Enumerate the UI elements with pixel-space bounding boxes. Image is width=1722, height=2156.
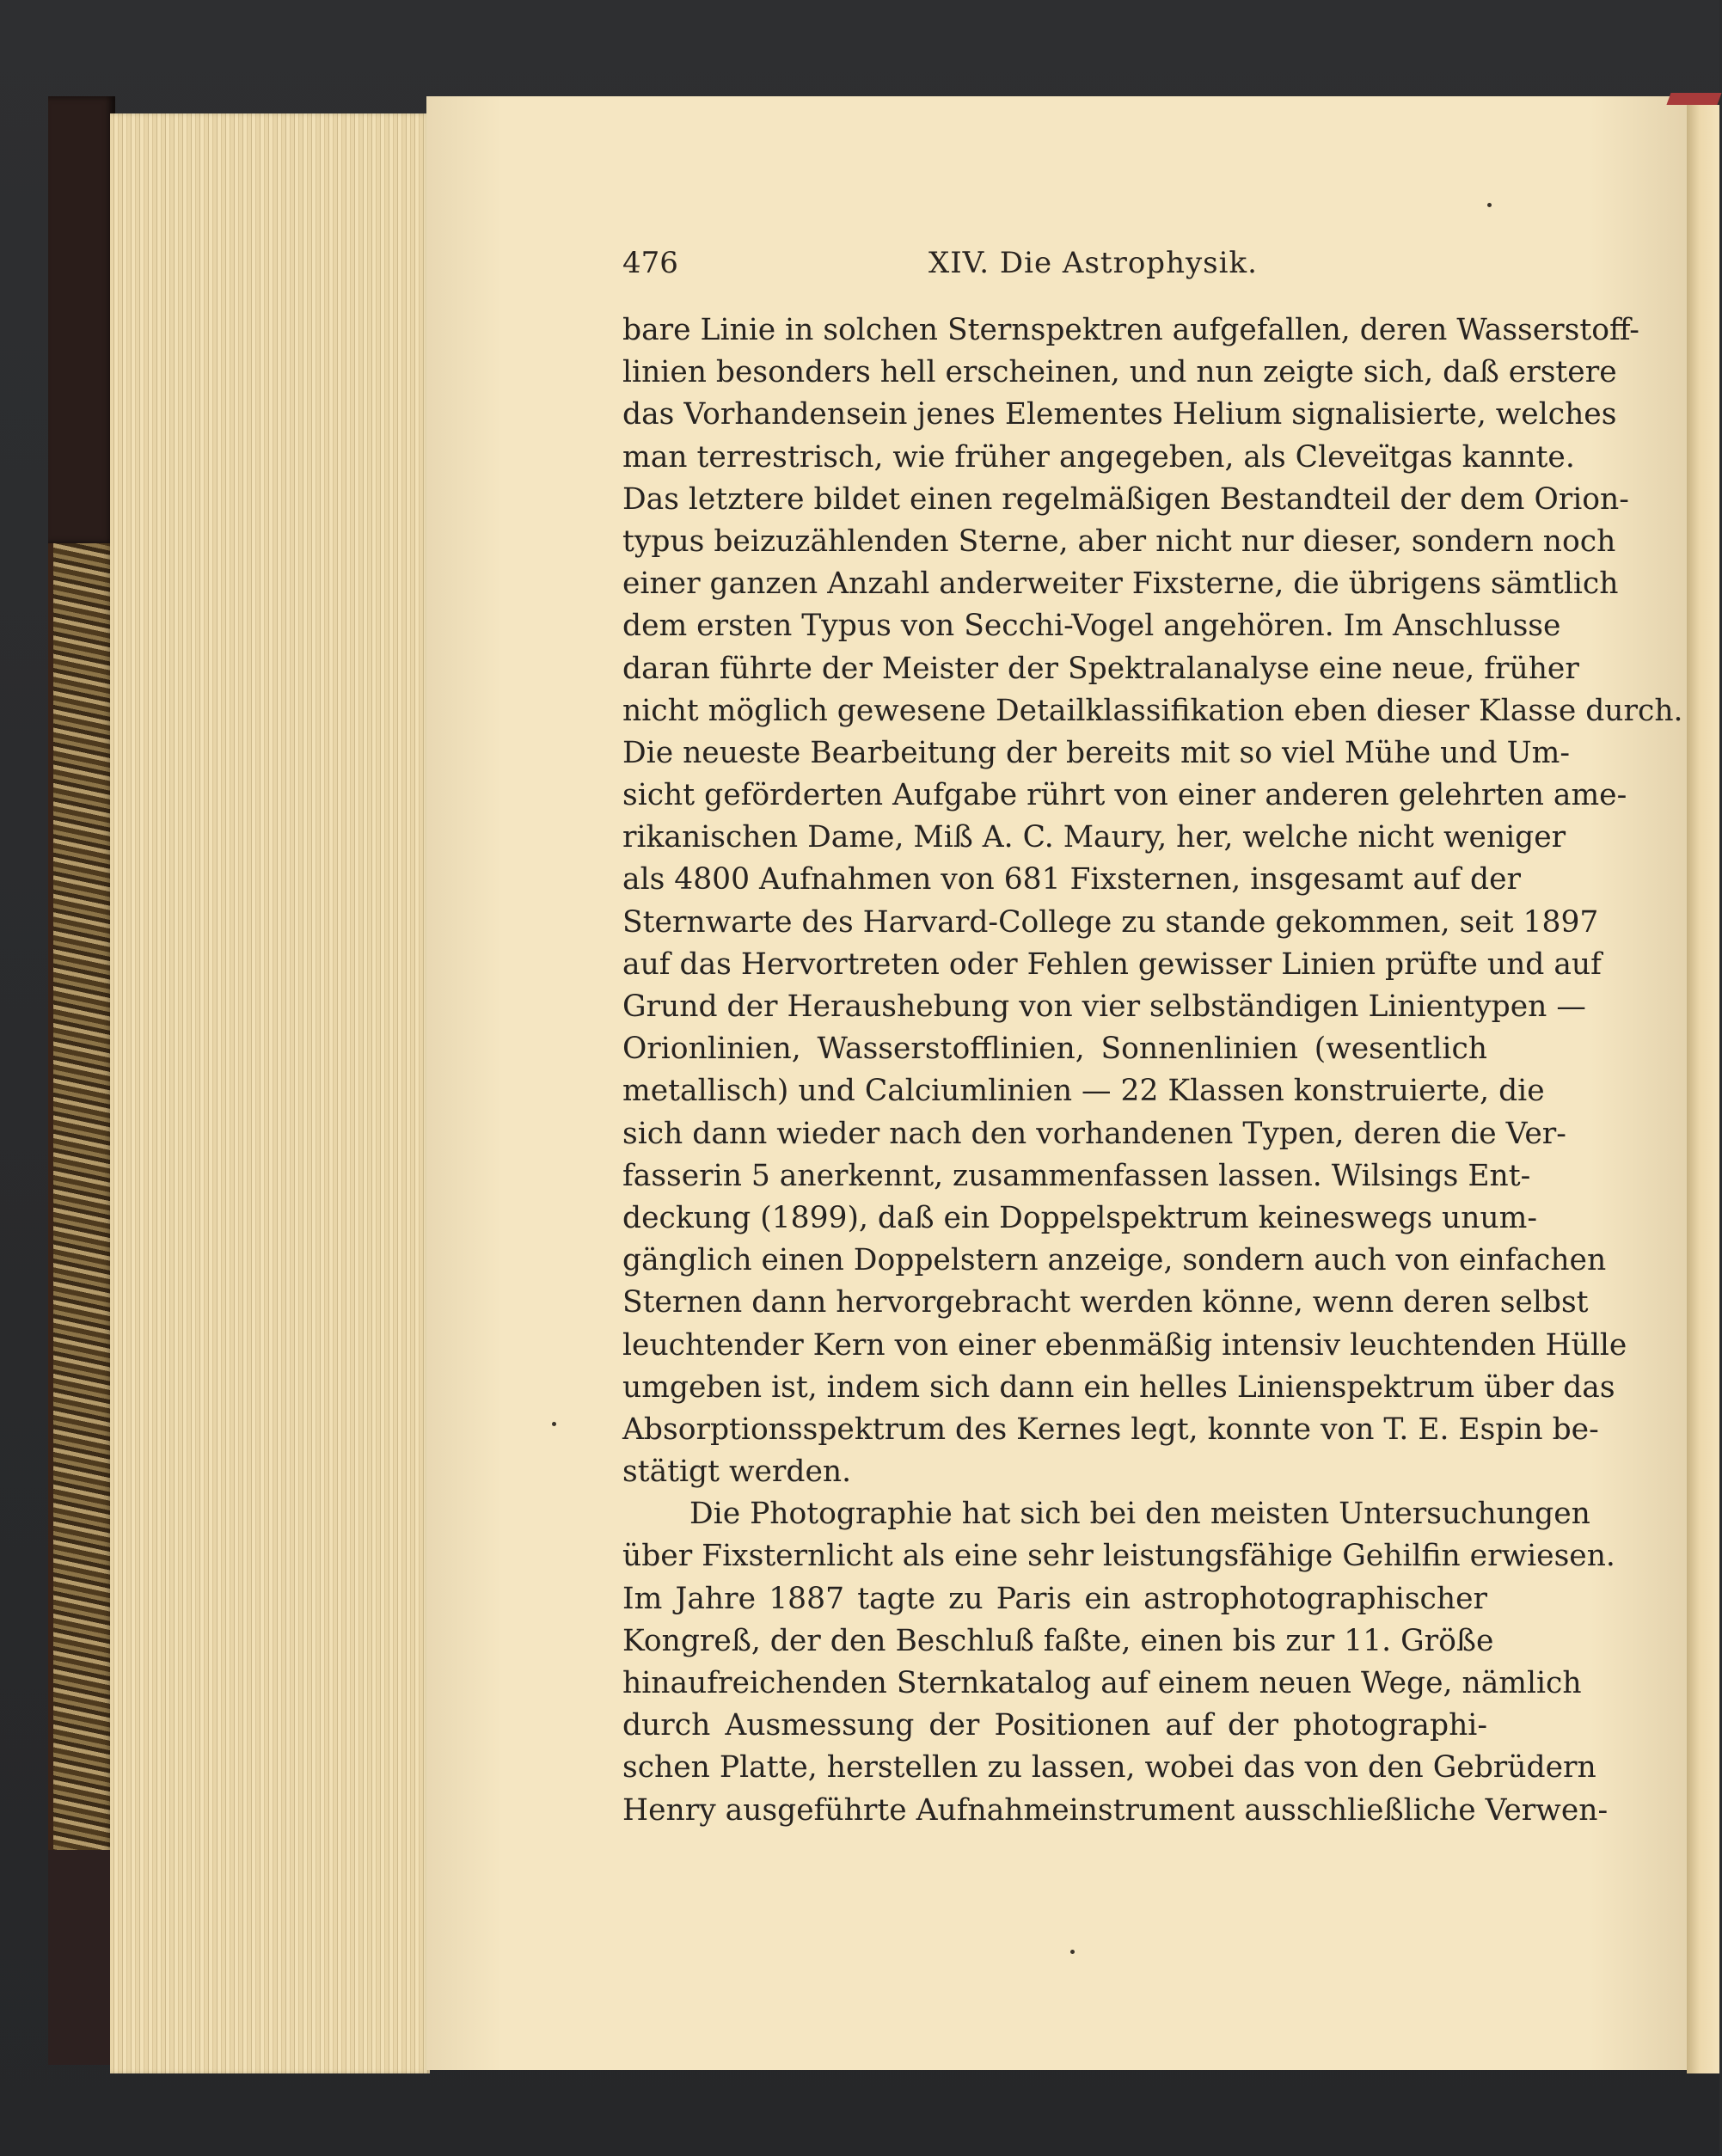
text-line: deckung (1899), daß ein Doppelspektrum keineswegs unum- — [622, 1200, 1538, 1235]
text-line: sich dann wieder nach den vorhandenen Typen, deren die Ver- — [622, 1116, 1566, 1151]
speck — [1487, 203, 1492, 207]
text-line: Henry ausgeführte Aufnahmeinstrument ausschließliche Verwen- — [622, 1792, 1609, 1828]
text-line: schen Platte, herstellen zu lassen, wobei das von den Gebrüdern — [622, 1750, 1596, 1785]
text-line: Grund der Heraushebung von vier selbständigen Linientypen — — [622, 989, 1586, 1024]
text-line: metallisch) und Calciumlinien — 22 Klassen konstruierte, die — [622, 1074, 1545, 1109]
text-line: fasserin 5 anerkennt, zusammenfassen lassen. Wilsings Ent- — [622, 1158, 1531, 1193]
text-line: typus beizuzählenden Sterne, aber nicht nur dieser, sondern noch — [622, 524, 1616, 559]
text-line: linien besonders hell erscheinen, und nun zeigte sich, daß erstere — [622, 355, 1617, 390]
bookmark-ribbon — [1666, 93, 1721, 105]
facing-page-edge — [1687, 105, 1719, 2073]
text-line: daran führte der Meister der Spektralanalyse eine neue, früher — [622, 651, 1579, 686]
text-line: das Vorhandensein jenes Elementes Helium signalisierte, welches — [622, 397, 1617, 432]
paragraph — [622, 309, 1683, 1493]
text-line: nicht möglich gewesene Detailklassifikation eben dieser Klasse durch. — [622, 693, 1683, 728]
paragraph — [622, 1493, 1615, 1832]
text-line: Absorptionsspektrum des Kernes legt, konnte von T. E. Espin be- — [622, 1412, 1599, 1447]
page-number: 476 — [622, 246, 678, 280]
speck — [552, 1422, 556, 1426]
text-line: Sternwarte des Harvard-College zu stande gekommen, seit 1897 — [622, 904, 1599, 940]
text-line: Die neueste Bearbeitung der bereits mit so viel Mühe und Um- — [622, 735, 1571, 770]
spine-bottom-binding — [48, 1850, 115, 2065]
text-line: einer ganzen Anzahl anderweiter Fixsterne, die übrigens sämtlich — [622, 567, 1619, 602]
text-line: umgeben ist, indem sich dann ein helles Linienspektrum über das — [622, 1369, 1615, 1405]
spine-top-binding — [48, 96, 115, 543]
page-edges — [110, 113, 430, 2073]
text-line: leuchtender Kern von einer ebenmäßig intensiv leuchtenden Hülle — [622, 1327, 1627, 1363]
page-header — [622, 246, 1499, 289]
text-line: als 4800 Aufnahmen von 681 Fixsternen, insgesamt auf der — [622, 862, 1522, 897]
text-line: durch Ausmessung der Positionen auf der photographi- — [622, 1708, 1487, 1743]
text-line: bare Linie in solchen Sternspektren aufgefallen, deren Wasserstoff- — [622, 313, 1639, 347]
speck — [1070, 1950, 1075, 1954]
text-line: hinaufreichenden Sternkatalog auf einem neuen Wege, nämlich — [622, 1666, 1582, 1700]
text-line: stätigt werden. — [622, 1455, 852, 1490]
text-line: sicht geförderten Aufgabe rührt von einer anderen gelehrten ame- — [622, 778, 1627, 813]
text-line: auf das Hervortreten oder Fehlen gewisser Linien prüfte und auf — [622, 946, 1602, 982]
text-line: rikanischen Dame, Miß A. C. Maury, her, welche nicht weniger — [622, 820, 1566, 855]
text-line: Sternen dann hervorgebracht werden könne, wenn deren selbst — [622, 1285, 1589, 1320]
body-text — [622, 309, 1683, 1832]
text-line: man terrestrisch, wie früher angegeben, als Cleveïtgas kannte. — [622, 439, 1575, 475]
text-line: dem ersten Typus von Secchi-Vogel angehören. Im Anschlusse — [622, 609, 1561, 644]
text-line: gänglich einen Doppelstern anzeige, sondern auch von einfachen — [622, 1243, 1607, 1278]
text-line: Orionlinien, Wasserstofflinien, Sonnenlinien (wesentlich — [622, 1032, 1487, 1067]
text-line: Das letztere bildet einen regelmäßigen Bestandteil der dem Orion- — [622, 481, 1629, 517]
text-line: über Fixsternlicht als eine sehr leistungsfähige Gehilfin erwiesen. — [622, 1539, 1615, 1574]
text-line: Die Photographie hat sich bei den meisten Untersuchungen — [689, 1497, 1590, 1532]
running-head: XIV. Die Astrophysik. — [928, 246, 1258, 280]
text-line: Kongreß, der den Beschluß faßte, einen bis zur 11. Größe — [622, 1623, 1494, 1658]
text-line: Im Jahre 1887 tagte zu Paris ein astrophotographischer — [622, 1581, 1487, 1616]
